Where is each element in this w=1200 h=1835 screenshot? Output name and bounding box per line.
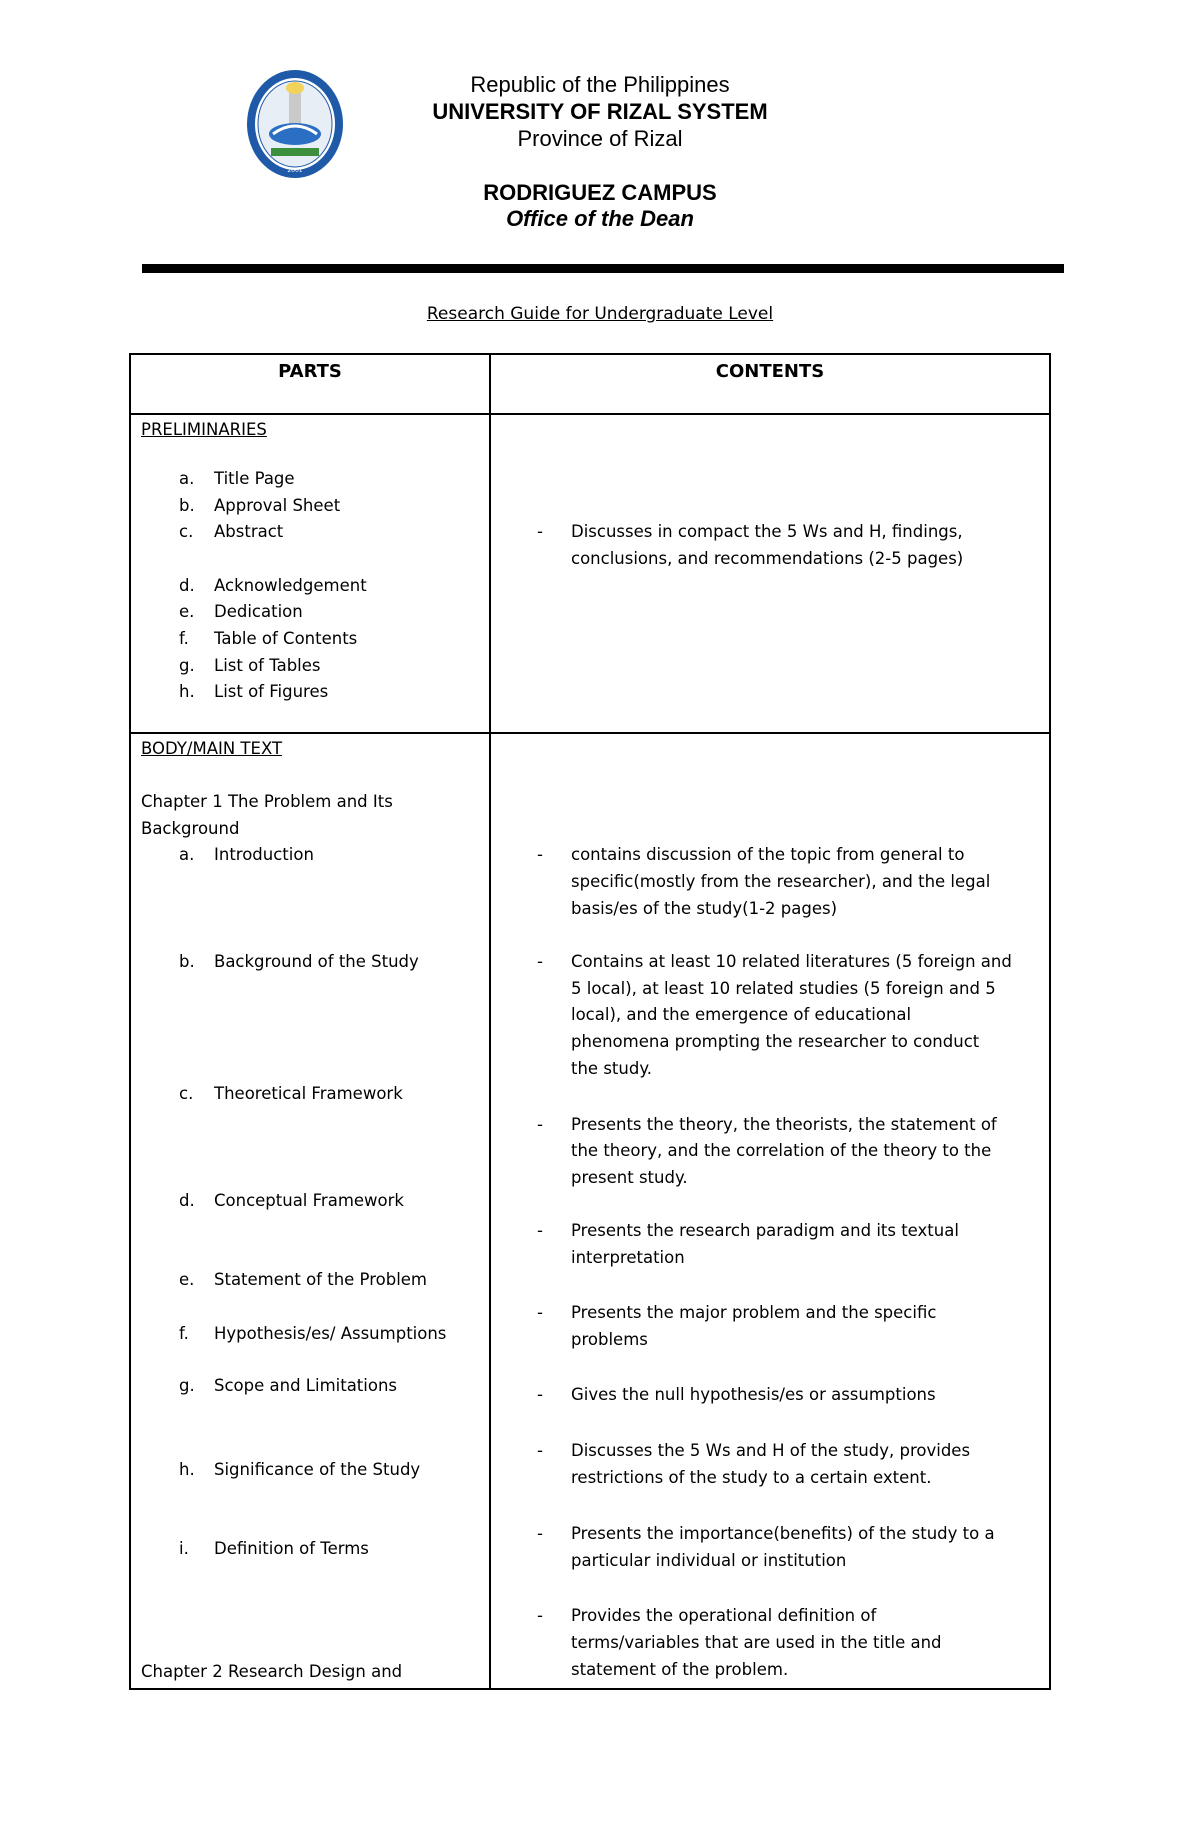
list-item: Acknowledgement <box>214 576 367 595</box>
content-line: contains discussion of the topic from general to <box>571 845 965 864</box>
column-header-contents: CONTENTS <box>715 361 825 382</box>
list-item: List of Figures <box>214 682 329 701</box>
content-line: the theory, and the correlation of the theory to the <box>571 1141 992 1160</box>
column-header-parts: PARTS <box>278 361 342 382</box>
content-dash: - <box>537 1606 543 1625</box>
list-item-letter: d. <box>179 1191 195 1210</box>
content-line: Contains at least 10 related literatures (5 foreign and <box>571 952 1012 971</box>
content-dash: - <box>537 952 543 971</box>
list-item: Introduction <box>214 845 314 864</box>
list-item: List of Tables <box>214 656 321 675</box>
list-item-letter: a. <box>179 469 195 488</box>
list-item: Table of Contents <box>214 629 358 648</box>
body-heading: BODY/MAIN TEXT <box>141 739 283 758</box>
content-dash: - <box>537 1115 543 1134</box>
list-item-letter: g. <box>179 656 195 675</box>
office-name: Office of the Dean <box>506 206 694 231</box>
list-item-letter: h. <box>179 1460 195 1479</box>
content-line: local), and the emergence of educational <box>571 1005 912 1024</box>
list-item-letter: e. <box>179 602 195 621</box>
content-line: Discusses in compact the 5 Ws and H, findings, <box>571 522 963 541</box>
list-item-letter: b. <box>179 952 195 971</box>
content-line: 5 local), at least 10 related studies (5 foreign and 5 <box>571 979 996 998</box>
list-item: Dedication <box>214 602 303 621</box>
list-item-letter: h. <box>179 682 195 701</box>
content-line: Presents the theory, the theorists, the statement of <box>571 1115 997 1134</box>
list-item: Scope and Limitations <box>214 1376 398 1395</box>
content-line: particular individual or institution <box>571 1551 847 1570</box>
list-item: Significance of the Study <box>214 1460 421 1479</box>
column-divider <box>489 355 491 1688</box>
content-line: Presents the importance(benefits) of the study to a <box>571 1524 995 1543</box>
content-line: Presents the major problem and the specific <box>571 1303 937 1322</box>
list-item-letter: a. <box>179 845 195 864</box>
list-item-letter: c. <box>179 1084 194 1103</box>
list-item-letter: i. <box>179 1539 189 1558</box>
list-item-letter: d. <box>179 576 195 595</box>
research-guide-table <box>129 353 1051 1690</box>
content-dash: - <box>537 522 543 541</box>
content-line: specific(mostly from the researcher), and the legal <box>571 872 991 891</box>
chapter-1-title: Chapter 1 The Problem and Its <box>141 792 393 811</box>
campus-name: RODRIGUEZ CAMPUS <box>483 180 717 205</box>
content-dash: - <box>537 1221 543 1240</box>
list-item: Hypothesis/es/ Assumptions <box>214 1324 447 1343</box>
content-line: the study. <box>571 1059 652 1078</box>
content-line: interpretation <box>571 1248 685 1267</box>
content-line: phenomena prompting the researcher to conduct <box>571 1032 980 1051</box>
content-dash: - <box>537 1385 543 1404</box>
chapter-1-title-cont: Background <box>141 819 240 838</box>
document-title: Research Guide for Undergraduate Level <box>426 304 774 324</box>
list-item: Background of the Study <box>214 952 419 971</box>
republic-line: Republic of the Philippines <box>470 72 730 97</box>
content-dash: - <box>537 1303 543 1322</box>
content-line: basis/es of the study(1-2 pages) <box>571 899 838 918</box>
list-item: Title Page <box>214 469 295 488</box>
province-line: Province of Rizal <box>517 126 683 151</box>
svg-text:2001: 2001 <box>287 167 303 174</box>
list-item: Theoretical Framework <box>214 1084 403 1103</box>
content-line: Presents the research paradigm and its textual <box>571 1221 959 1240</box>
list-item-letter: e. <box>179 1270 195 1289</box>
university-name: UNIVERSITY OF RIZAL SYSTEM <box>432 99 768 124</box>
content-line: restrictions of the study to a certain extent. <box>571 1468 932 1487</box>
header-divider <box>142 264 1064 273</box>
document-header <box>0 0 1200 240</box>
content-line: Gives the null hypothesis/es or assumptions <box>571 1385 936 1404</box>
content-line: Provides the operational definition of <box>571 1606 877 1625</box>
list-item-letter: c. <box>179 522 194 541</box>
content-line: statement of the problem. <box>571 1660 789 1679</box>
content-line: conclusions, and recommendations (2-5 pages) <box>571 549 964 568</box>
content-line: terms/variables that are used in the title and <box>571 1633 942 1652</box>
list-item: Conceptual Framework <box>214 1191 404 1210</box>
section-divider <box>131 732 1049 734</box>
content-line: Discusses the 5 Ws and H of the study, provides <box>571 1441 971 1460</box>
list-item: Definition of Terms <box>214 1539 369 1558</box>
content-line: problems <box>571 1330 648 1349</box>
list-item-letter: f. <box>179 1324 189 1343</box>
header-row-divider <box>131 413 1049 415</box>
list-item-letter: g. <box>179 1376 195 1395</box>
list-item-letter: f. <box>179 629 189 648</box>
list-item: Abstract <box>214 522 284 541</box>
content-dash: - <box>537 845 543 864</box>
content-dash: - <box>537 1441 543 1460</box>
chapter-2-title: Chapter 2 Research Design and <box>141 1662 403 1681</box>
preliminaries-heading: PRELIMINARIES <box>141 420 267 439</box>
list-item: Statement of the Problem <box>214 1270 428 1289</box>
content-dash: - <box>537 1524 543 1543</box>
list-item: Approval Sheet <box>214 496 341 515</box>
content-line: present study. <box>571 1168 688 1187</box>
list-item-letter: b. <box>179 496 195 515</box>
